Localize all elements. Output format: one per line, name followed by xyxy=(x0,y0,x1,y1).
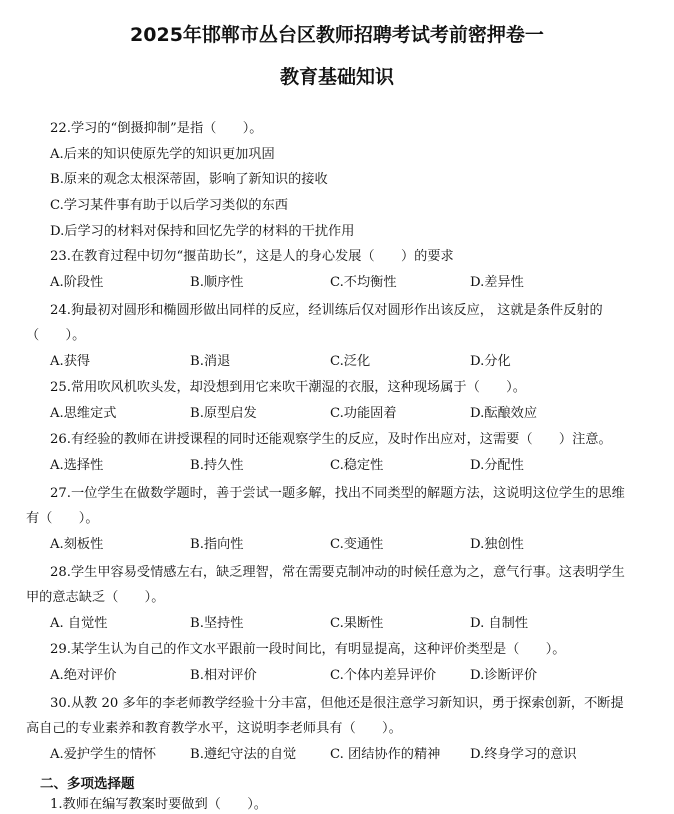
question-26-option-d: D.分配性 xyxy=(470,458,524,473)
question-27-option-a: A.刻板性 xyxy=(50,537,104,552)
question-29-option-a: A.绝对评价 xyxy=(50,668,117,683)
question-26-stem: 26.有经验的教师在讲授课程的同时还能观察学生的反应，及时作出应对，这需要（ ）注意。 xyxy=(50,432,612,447)
question-23-option-a: A.阶段性 xyxy=(50,275,104,290)
question-24-stem: 24.狗最初对圆形和椭圆形做出同样的反应，经训练后仅对圆形作出该反应， 这就是条件反射的 xyxy=(50,303,603,318)
question-22-option-b: B.原来的观念太根深蒂固，影响了新知识的接收 xyxy=(50,172,328,187)
question-25-option-d: D.酝酿效应 xyxy=(470,406,538,421)
question-24-option-a: A.获得 xyxy=(50,354,91,369)
question-28-option-c: C.果断性 xyxy=(330,616,384,631)
question-26-option-b: B.持久性 xyxy=(190,458,244,473)
question-23-option-c: C.不均衡性 xyxy=(330,275,397,290)
question-30-option-c: C. 团结协作的精神 xyxy=(330,747,441,762)
question-30-option-b: B.遵纪守法的自觉 xyxy=(190,747,297,762)
question-28-option-a: A. 自觉性 xyxy=(50,616,108,631)
question-28-stem-cont: 甲的意志缺乏（ ）。 xyxy=(26,590,165,605)
section2-question-1-stem: 1.教师在编写教案时要做到（ ）。 xyxy=(50,797,267,812)
question-28-option-b: B.坚持性 xyxy=(190,616,244,631)
question-25-option-c: C.功能固着 xyxy=(330,406,397,421)
question-22-option-d: D.后学习的材料对保持和回忆先学的材料的干扰作用 xyxy=(50,224,355,239)
question-22-stem: 22.学习的“倒摄抑制”是指（ ）。 xyxy=(50,121,263,136)
question-29-option-b: B.相对评价 xyxy=(190,668,257,683)
question-29-stem: 29.某学生认为自己的作文水平跟前一段时间比，有明显提高，这种评价类型是（ ）。 xyxy=(50,642,566,657)
question-29-option-d: D.诊断评价 xyxy=(470,668,538,683)
exam-subtitle: 教育基础知识 xyxy=(279,66,394,88)
question-23-option-b: B.顺序性 xyxy=(190,275,244,290)
question-22-option-a: A.后来的知识使原先学的知识更加巩固 xyxy=(50,147,275,162)
question-24-stem-cont: （ ）。 xyxy=(26,328,86,343)
question-23-stem: 23.在教育过程中切勿“揠苗助长”，这是人的身心发展（ ）的要求 xyxy=(50,249,454,264)
question-26-option-a: A.选择性 xyxy=(50,458,104,473)
question-30-option-a: A.爱护学生的情怀 xyxy=(50,747,157,762)
question-27-stem: 27.一位学生在做数学题时，善于尝试一题多解，找出不同类型的解题方法，这说明这位学生的思维 xyxy=(50,486,625,501)
question-30-stem: 30.从教 20 多年的李老师教学经验十分丰富，但他还是很注意学习新知识，勇于探索创新，不断提 xyxy=(50,696,624,711)
section-heading-multiple-choice: 二、多项选择题 xyxy=(40,776,135,792)
question-22-option-c: C.学习某件事有助于以后学习类似的东西 xyxy=(50,198,288,213)
question-28-stem: 28.学生甲容易受情感左右，缺乏理智，常在需要克制冲动的时候任意为之，意气行事。这表明学生 xyxy=(50,565,625,580)
question-24-option-c: C.泛化 xyxy=(330,354,371,369)
question-25-option-b: B.原型启发 xyxy=(190,406,257,421)
question-25-stem: 25.常用吹风机吹头发，却没想到用它来吹干潮湿的衣服，这种现场属于（ ）。 xyxy=(50,380,526,395)
question-27-option-b: B.指向性 xyxy=(190,537,244,552)
question-27-option-c: C.变通性 xyxy=(330,537,384,552)
question-24-option-d: D.分化 xyxy=(470,354,511,369)
question-30-stem-cont: 高自己的专业素养和教育教学水平，这说明李老师具有（ ）。 xyxy=(26,721,402,736)
question-23-option-d: D.差异性 xyxy=(470,275,524,290)
question-30-option-d: D.终身学习的意识 xyxy=(470,747,577,762)
question-27-option-d: D.独创性 xyxy=(470,537,524,552)
exam-title: 2025年邯郸市丛台区教师招聘考试考前密押卷一 xyxy=(130,24,544,46)
question-24-option-b: B.消退 xyxy=(190,354,231,369)
question-25-option-a: A.思维定式 xyxy=(50,406,117,421)
question-29-option-c: C.个体内差异评价 xyxy=(330,668,437,683)
question-26-option-c: C.稳定性 xyxy=(330,458,384,473)
question-27-stem-cont: 有（ ）。 xyxy=(26,511,99,526)
question-28-option-d: D. 自制性 xyxy=(470,616,529,631)
